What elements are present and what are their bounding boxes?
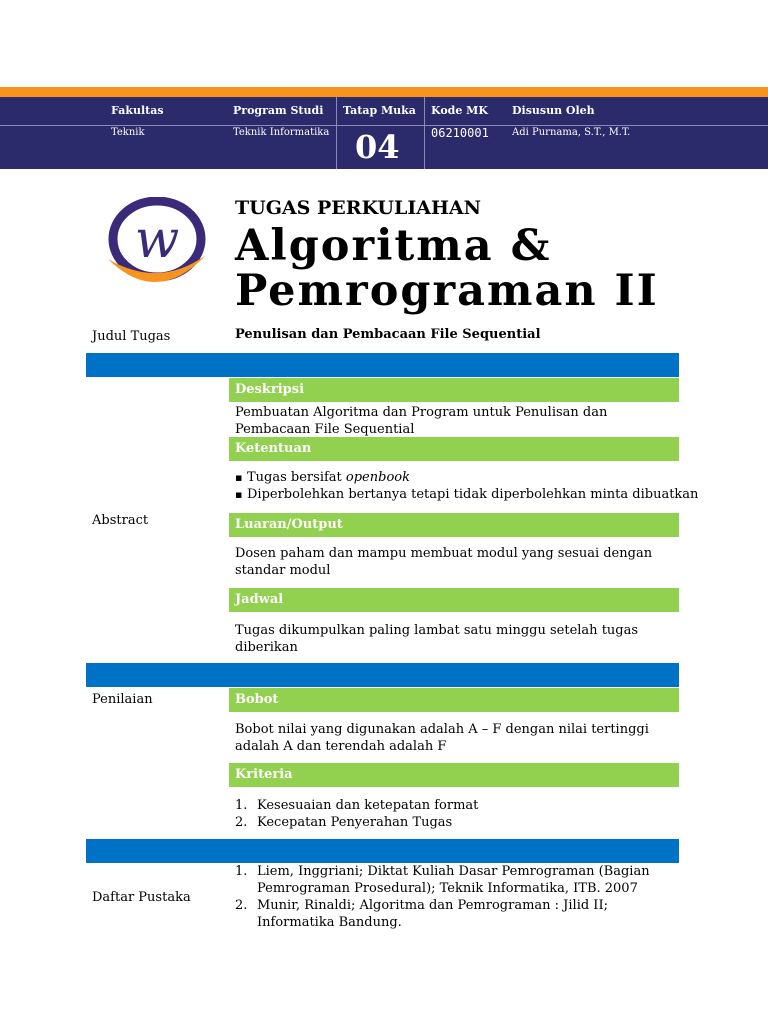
jadwal-text: Tugas dikumpulkan paling lambat satu minggu setelah tugas diberikan: [235, 623, 639, 655]
document-title: [235, 221, 755, 316]
disusun-oleh-value: Adi Purnama, S.T., M.T.: [512, 127, 631, 138]
document-title-line1: Algoritma &: [235, 221, 552, 271]
luaran-heading: Luaran/Output: [229, 513, 679, 537]
judul-tugas-label: Judul Tugas: [92, 329, 171, 344]
section-divider-abstract: [86, 353, 679, 377]
kriteria-list: [235, 797, 675, 831]
fakultas-value: Teknik: [111, 127, 145, 138]
list-item: 1. Liem, Inggriani; Diktat Kuliah Dasar Pemrograman (Bagian Pemrograman Prosedural); Teknik Informatika, ITB. 2007: [235, 864, 650, 896]
header-orange-stripe: [0, 87, 768, 97]
list-item: ▪ Diperbolehkan bertanya tetapi tidak diperbolehkan minta dibuatkan: [235, 486, 675, 503]
program-studi-value: Teknik Informatika: [233, 127, 330, 138]
tatap-muka-value: 04: [355, 128, 400, 166]
list-item: 2. Munir, Rinaldi; Algoritma dan Pemrograman : Jilid II; Informatika Bandung.: [235, 898, 608, 930]
penilaian-label: Penilaian: [92, 692, 153, 707]
program-studi-label: Program Studi: [233, 104, 324, 117]
judul-tugas-value: Penulisan dan Pembacaan File Sequential: [235, 327, 541, 342]
disusun-oleh-label: Disusun Oleh: [512, 104, 595, 117]
daftar-pustaka-label: Daftar Pustaka: [92, 890, 191, 905]
list-item: 2. Kecepatan Penyerahan Tugas: [235, 815, 453, 830]
ketentuan-heading: Ketentuan: [229, 437, 679, 461]
list-item: 1. Kesesuaian dan ketepatan format: [235, 798, 479, 813]
ketentuan-list: [235, 469, 699, 503]
bobot-heading: Bobot: [229, 688, 679, 712]
tatap-muka-label: Tatap Muka: [343, 104, 416, 117]
section-divider-pustaka: [86, 839, 679, 863]
bobot-text: Bobot nilai yang digunakan adalah A – F dengan nilai tertinggi adalah A dan terendah adalah F: [235, 722, 649, 754]
ketentuan-item-1-emphasis: openbook: [345, 470, 410, 485]
header-divider: [0, 125, 768, 126]
kode-mk-value: 06210001: [431, 126, 489, 140]
section-divider-penilaian: [86, 663, 679, 687]
list-item: [235, 469, 675, 486]
document-subtitle: TUGAS PERKULIAHAN: [235, 197, 482, 219]
kriteria-heading: Kriteria: [229, 763, 679, 787]
pustaka-list: [235, 863, 675, 931]
ketentuan-item-1-text: Tugas bersifat: [247, 470, 346, 485]
deskripsi-heading: Deskripsi: [229, 378, 679, 402]
jadwal-heading: Jadwal: [229, 588, 679, 612]
deskripsi-text: Pembuatan Algoritma dan Program untuk Penulisan dan Pembacaan File Sequential: [235, 405, 608, 437]
kode-mk-label: Kode MK: [431, 104, 488, 117]
document-title-line2: Pemrograman II: [235, 266, 659, 316]
logo-letter: w: [134, 210, 180, 270]
fakultas-label: Fakultas: [111, 104, 164, 117]
header-column-divider: [424, 97, 425, 169]
abstract-label: Abstract: [92, 513, 149, 528]
header-column-divider: [336, 97, 337, 169]
university-logo: [104, 197, 210, 292]
luaran-text: Dosen paham dan mampu membuat modul yang sesuai dengan standar modul: [235, 546, 653, 578]
